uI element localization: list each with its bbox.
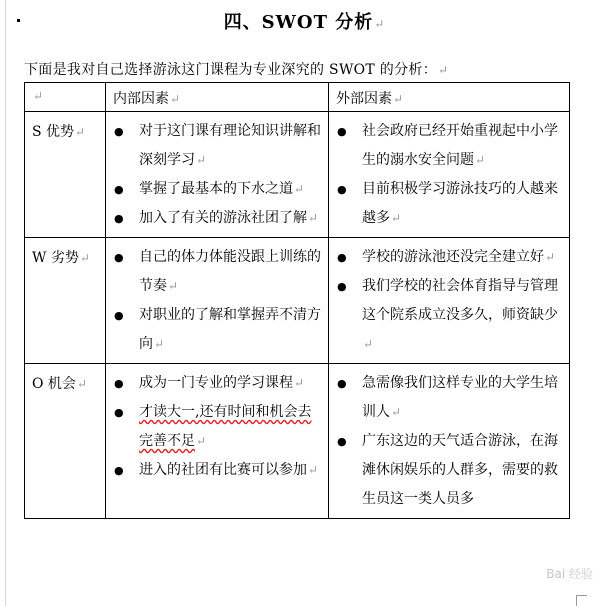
paragraph-mark-icon: ↵ — [475, 153, 486, 167]
point-text: 对职业的了解和掌握弄不清方向 — [139, 307, 321, 352]
point-text: 成为一门专业的学习课程 — [139, 375, 293, 391]
title-text: 四、SWOT 分析 — [223, 12, 374, 33]
paragraph-mark-icon: ↵ — [33, 89, 44, 103]
paragraph-mark-icon: ↵ — [294, 182, 305, 196]
point-text: 掌握了最基本的下水之道 — [139, 181, 293, 197]
paragraph-mark-icon: ↵ — [391, 211, 402, 225]
paragraph-mark-icon: ↵ — [391, 405, 402, 419]
row-label-cell — [25, 364, 106, 519]
list-item — [337, 427, 563, 514]
point-text: 自己的体力体能没跟上训练的节奏 — [139, 249, 321, 294]
paragraph-mark-icon: ↵ — [308, 463, 319, 477]
header-cell-empty — [25, 83, 106, 112]
header-external: 外部因素 — [336, 91, 392, 107]
page-title — [0, 8, 609, 34]
list-item — [114, 369, 322, 398]
point-text: 进入的社团有比赛可以参加 — [139, 462, 307, 478]
paragraph-mark-icon: ↵ — [168, 279, 179, 293]
internal-cell — [106, 112, 329, 238]
row-label: O 机会 — [32, 376, 76, 392]
header-internal: 内部因素 — [113, 91, 169, 107]
intro-text: 下面是我对自己选择游泳这门课程为专业深究的 SWOT 的分析： — [24, 62, 437, 78]
paragraph-mark-icon: ↵ — [196, 434, 207, 448]
point-text: 学校的游泳池还没完全建立好 — [362, 249, 544, 265]
table-row — [25, 112, 570, 238]
external-cell — [329, 112, 570, 238]
point-text: 才读大一,还有时间和机会去完善不足 — [139, 404, 312, 449]
paragraph-mark-icon: ↵ — [76, 377, 87, 391]
list-item — [337, 369, 563, 427]
list-item — [114, 243, 322, 301]
point-text: 广东这边的天气适合游泳，在海滩休闲娱乐的人群多，需要的救生员这一类人员多 — [362, 433, 558, 507]
list-item — [114, 398, 322, 456]
external-cell — [329, 238, 570, 364]
list-item — [114, 117, 322, 175]
paragraph-mark-icon: ↵ — [196, 153, 207, 167]
row-label: W 劣势 — [32, 250, 79, 266]
paragraph-mark-icon: ↵ — [294, 376, 305, 390]
page-edge — [5, 0, 6, 606]
point-text: 对于这门课有理论知识讲解和深刻学习 — [139, 123, 321, 168]
header-cell-external — [329, 83, 570, 112]
paragraph-mark-icon: ↵ — [154, 337, 165, 351]
list-item — [337, 175, 563, 233]
paragraph-mark-icon: ↵ — [374, 17, 386, 31]
point-text: 我们学校的社会体育指导与管理这个院系成立没多久，师资缺少 — [362, 278, 558, 323]
internal-cell — [106, 364, 329, 519]
header-cell-internal — [106, 83, 329, 112]
list-item — [337, 117, 563, 175]
row-label: S 优势 — [32, 124, 75, 140]
point-text: 目前积极学习游泳技巧的人越来越多 — [362, 181, 558, 226]
list-item — [337, 272, 563, 359]
internal-cell — [106, 238, 329, 364]
list-item — [337, 243, 563, 272]
table-row — [25, 238, 570, 364]
page-corner-mark — [576, 595, 587, 606]
row-label-cell — [25, 238, 106, 364]
intro-paragraph — [24, 59, 448, 79]
list-item — [114, 301, 322, 359]
point-text: 急需像我们这样专业的大学生培训人 — [362, 375, 558, 420]
external-cell — [329, 364, 570, 519]
paragraph-mark-icon: ↵ — [170, 92, 181, 106]
list-item — [114, 456, 322, 485]
swot-table — [24, 82, 570, 519]
paragraph-mark-icon: ↵ — [545, 250, 556, 264]
paragraph-mark-icon: ↵ — [79, 251, 90, 265]
table-header-row — [25, 83, 570, 112]
paragraph-mark-icon: ↵ — [393, 92, 404, 106]
paragraph-mark-icon: ↵ — [308, 211, 319, 225]
point-text: 加入了有关的游泳社团了解 — [139, 210, 307, 226]
list-item — [114, 204, 322, 233]
paragraph-mark-icon: ↵ — [75, 125, 86, 139]
paragraph-mark-icon: ↵ — [438, 63, 449, 77]
point-text: 社会政府已经开始重视起中小学生的溺水安全问题 — [362, 123, 558, 168]
paragraph-mark-icon: ↵ — [363, 337, 374, 351]
row-label-cell — [25, 112, 106, 238]
table-row — [25, 364, 570, 519]
watermark-logo: Bai 经验 — [546, 567, 593, 581]
list-item — [114, 175, 322, 204]
